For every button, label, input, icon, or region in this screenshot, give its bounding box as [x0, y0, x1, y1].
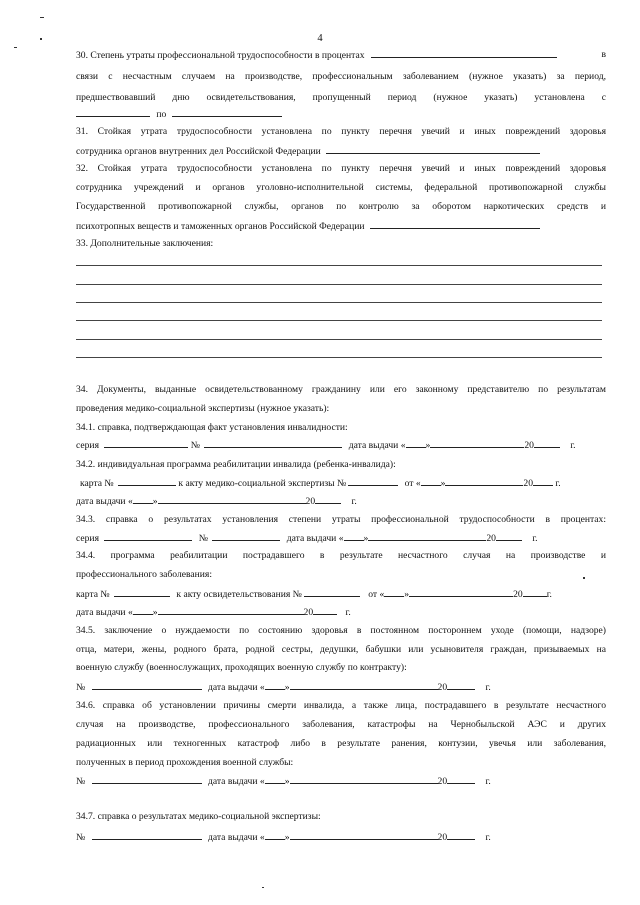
- quote-close: »: [404, 589, 410, 600]
- s5-title1: 34.5. заключение о нуждаемости по состоянию здоровья в постоянном постороннем уходе (помощи, надзоре): [76, 625, 606, 636]
- s6-title2: случая на производстве, профессионального заболевания, катастрофы на Чернобыльской АЭС и других: [76, 719, 606, 730]
- year-field[interactable]: [534, 438, 560, 448]
- month-field[interactable]: [290, 830, 438, 840]
- day-field[interactable]: [265, 680, 285, 690]
- q33-title: 33. Дополнительные заключения:: [76, 238, 214, 249]
- quote-close: »: [284, 776, 290, 787]
- seria-label: серия: [76, 440, 99, 451]
- quote-close: »: [284, 682, 290, 693]
- year-suffix: г.: [546, 589, 552, 600]
- year-prefix: 20: [523, 478, 534, 489]
- q30-line2: связи с несчастным случаем на производстве, профессиональным заболеванием (нужное указать) за период,: [76, 71, 606, 82]
- day-field[interactable]: [421, 476, 441, 486]
- number-label: №: [198, 533, 208, 544]
- quote-close: »: [425, 440, 431, 451]
- q33-line[interactable]: [76, 265, 602, 266]
- day-field[interactable]: [133, 605, 153, 615]
- q32-line2: сотрудника учреждений и органов уголовно-исполнительной системы, федеральной противопожарной службы: [76, 182, 606, 193]
- number-field[interactable]: [92, 774, 202, 784]
- issued-label: дата выдачи «: [207, 776, 265, 787]
- year-suffix: г.: [351, 496, 357, 507]
- act-label: к акту освидетельствования №: [176, 589, 302, 600]
- s6-title1: 34.6. справка об установлении причины смерти инвалида, а также лица, пострадавшего в результате несчастного: [76, 700, 606, 711]
- year-suffix: г.: [345, 607, 351, 618]
- day-field[interactable]: [344, 531, 364, 541]
- year-suffix: г.: [570, 440, 576, 451]
- q30-label: 30. Степень утраты профессиональной трудоспособности в процентах: [76, 50, 365, 61]
- year-field[interactable]: [533, 476, 553, 486]
- scan-speck: [262, 887, 264, 888]
- year-suffix: г.: [532, 533, 538, 544]
- year-field[interactable]: [447, 680, 475, 690]
- s5-title3: военную службу (военнослужащих, проходящих военную службу по контракту):: [76, 662, 407, 673]
- karta-field[interactable]: [114, 587, 170, 597]
- year-field[interactable]: [315, 494, 341, 504]
- q30-po-text: по: [156, 109, 167, 120]
- act-field[interactable]: [348, 476, 398, 486]
- q32-line1: 32. Стойкая утрата трудоспособности установлена по пункту перечня увечий и иных повреждений здоровья: [76, 163, 606, 174]
- q33-line[interactable]: [76, 357, 602, 358]
- year-prefix: 20: [437, 832, 448, 843]
- q32-label: психотропных веществ и таможенных органов Российской Федерации: [76, 221, 365, 232]
- month-field[interactable]: [445, 476, 523, 486]
- q34-line2: проведения медико-социальной экспертизы (нужное указать):: [76, 403, 330, 414]
- year-prefix: 20: [305, 496, 316, 507]
- scan-speck: [14, 47, 17, 48]
- number-field[interactable]: [92, 680, 202, 690]
- month-field[interactable]: [290, 774, 438, 784]
- day-field[interactable]: [133, 494, 153, 504]
- s4-title1: 34.4. программа реабилитации пострадавшего в результате несчастного случая на производстве и: [76, 550, 606, 561]
- year-prefix: 20: [303, 607, 314, 618]
- year-prefix: 20: [437, 776, 448, 787]
- issued-label: дата выдачи «: [76, 496, 133, 507]
- s7-title: 34.7. справка о результатах медико-социальной экспертизы:: [76, 811, 321, 822]
- q32-field[interactable]: [370, 219, 540, 229]
- q33-line[interactable]: [76, 320, 602, 321]
- year-suffix: г.: [485, 832, 491, 843]
- day-field[interactable]: [384, 587, 404, 597]
- q30-percent-field[interactable]: [371, 48, 557, 58]
- month-field[interactable]: [409, 587, 513, 597]
- year-suffix: г.: [485, 682, 491, 693]
- day-field[interactable]: [406, 438, 426, 448]
- seria-field[interactable]: [104, 531, 192, 541]
- s3-fields: [76, 531, 606, 545]
- seria-label: серия: [76, 533, 99, 544]
- scan-speck: [40, 17, 44, 18]
- year-field[interactable]: [496, 531, 522, 541]
- number-label: №: [76, 682, 86, 693]
- from-label: от «: [368, 589, 385, 600]
- karta-label: карта №: [76, 589, 110, 600]
- s5-fields: [76, 680, 606, 694]
- q34-line1: 34. Документы, выданные освидетельствованному гражданину или его законному представителю по результатам: [76, 384, 606, 395]
- year-suffix: г.: [485, 776, 491, 787]
- s4-issued: [76, 605, 606, 619]
- scan-speck: [40, 38, 42, 40]
- month-field[interactable]: [368, 531, 486, 541]
- q30-v-text: в: [601, 49, 606, 60]
- year-field[interactable]: [447, 774, 475, 784]
- quote-close: »: [152, 496, 158, 507]
- karta-field[interactable]: [118, 476, 176, 486]
- s3-title: 34.3. справка о результатах установления степени утраты профессиональной трудоспособности в процентах:: [76, 514, 606, 525]
- from-label: от «: [404, 478, 421, 489]
- number-label: №: [190, 440, 200, 451]
- act-field[interactable]: [304, 587, 360, 597]
- s5-title2: отца, матери, жены, родного брата, родной сестры, дедушки, бабушки или усыновителя граждан, призываемых на: [76, 644, 606, 655]
- quote-close: »: [440, 478, 446, 489]
- issued-label: дата выдачи «: [348, 440, 406, 451]
- year-prefix: 20: [524, 440, 534, 451]
- quote-close: »: [284, 832, 290, 843]
- month-field[interactable]: [430, 438, 524, 448]
- year-prefix: 20: [437, 682, 448, 693]
- year-field[interactable]: [447, 830, 475, 840]
- issued-label: дата выдачи «: [286, 533, 344, 544]
- q31-label: сотрудника органов внутренних дел Российской Федерации: [76, 146, 321, 157]
- s2-fields: [76, 476, 606, 490]
- q30-line1: [76, 48, 606, 62]
- day-field[interactable]: [265, 830, 285, 840]
- month-field[interactable]: [158, 494, 306, 504]
- q30-line4: [76, 107, 606, 121]
- year-field[interactable]: [313, 605, 337, 615]
- year-suffix: г.: [555, 478, 561, 489]
- q30-to-field[interactable]: [172, 107, 282, 117]
- q33-line[interactable]: [76, 302, 602, 303]
- quote-close: »: [363, 533, 369, 544]
- number-field[interactable]: [212, 531, 280, 541]
- year-prefix: 20: [486, 533, 496, 544]
- s2-issued: [76, 494, 606, 508]
- q33-line[interactable]: [76, 284, 602, 285]
- quote-close: »: [152, 607, 158, 618]
- year-prefix: 20: [513, 589, 523, 600]
- page-number: 4: [317, 33, 323, 44]
- issued-label: дата выдачи «: [207, 832, 265, 843]
- day-field[interactable]: [265, 774, 285, 784]
- number-field[interactable]: [92, 830, 202, 840]
- q31-line2: [76, 144, 606, 158]
- karta-label: карта №: [80, 478, 114, 489]
- month-field[interactable]: [158, 605, 304, 615]
- q30-from-field[interactable]: [76, 107, 150, 117]
- s6-title3: радиационных или техногенных катастроф либо в результате ранения, контузии, увечья или заболевания,: [76, 738, 606, 749]
- year-field[interactable]: [523, 587, 547, 597]
- q31-field[interactable]: [326, 144, 540, 154]
- q33-line[interactable]: [76, 339, 602, 340]
- seria-field[interactable]: [104, 438, 188, 448]
- q32-line4: [76, 219, 606, 233]
- s4-title2: профессионального заболевания:: [76, 569, 213, 580]
- issued-label: дата выдачи «: [76, 607, 133, 618]
- s7-fields: [76, 830, 606, 844]
- s2-title: 34.2. индивидуальная программа реабилитации инвалида (ребенка-инвалида):: [76, 459, 396, 470]
- s1-fields: [76, 438, 606, 452]
- issued-label: дата выдачи «: [207, 682, 265, 693]
- s6-title4: полученных в период прохождения военной службы:: [76, 757, 294, 768]
- number-label: №: [76, 832, 86, 843]
- q31-line1: 31. Стойкая утрата трудоспособности установлена по пункту перечня увечий и иных повреждений здоровья: [76, 126, 606, 137]
- scan-speck: [583, 577, 585, 579]
- s1-title: 34.1. справка, подтверждающая факт установления инвалидности:: [76, 422, 348, 433]
- number-field[interactable]: [204, 438, 342, 448]
- month-field[interactable]: [290, 680, 438, 690]
- q30-line3: предшествовавший дню освидетельствования, пропущенный период (нужное указать) установлена с: [76, 92, 606, 103]
- s6-fields: [76, 774, 606, 788]
- act-label: к акту медико-социальной экспертизы №: [178, 478, 347, 489]
- q32-line3: Государственной противопожарной службы, органов по контролю за оборотом наркотических средств и: [76, 201, 606, 212]
- s4-fields: [76, 587, 606, 601]
- number-label: №: [76, 776, 86, 787]
